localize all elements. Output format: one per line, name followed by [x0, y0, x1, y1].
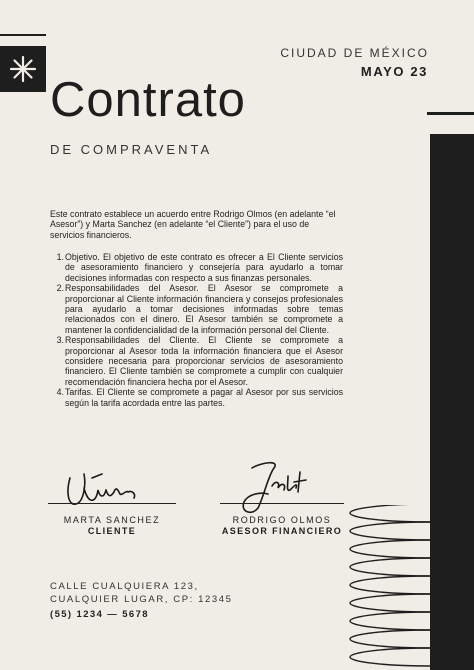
clause-number: 1.: [56, 252, 64, 262]
clause-number: 2.: [56, 283, 64, 294]
city-label: CIUDAD DE MÉXICO: [280, 46, 429, 60]
advisor-signature-line: [220, 503, 344, 504]
clause-item: [50, 252, 343, 283]
document-subtitle: DE COMPRAVENTA: [50, 142, 213, 157]
advisor-role: ASESOR FINANCIERO: [221, 526, 343, 536]
clause-number: 3.: [56, 335, 64, 346]
client-role: CLIENTE: [87, 526, 137, 536]
date-label: MAYO 23: [360, 64, 428, 79]
client-name: MARTA SANCHEZ: [63, 515, 161, 525]
asterisk-star-icon: [9, 55, 37, 83]
client-signature: [62, 468, 162, 512]
logo-box: [0, 46, 46, 92]
advisor-signature: [228, 456, 318, 518]
advisor-name: RODRIGO OLMOS: [232, 515, 332, 525]
spiral-rings-decoration: [340, 505, 474, 670]
clause-list: [50, 252, 343, 408]
clause-item: [50, 387, 343, 408]
address-block: [50, 580, 233, 606]
address-line-1: CALLE CUALQUIERA 123,: [50, 581, 199, 592]
clause-item: [50, 335, 343, 387]
clause-text: Tarifas. El Cliente se compromete a pagar al Asesor por sus servicios según la tarifa acordada entre las partes.: [65, 387, 343, 408]
address-line-2: CUALQUIER LUGAR, CP: 12345: [50, 594, 233, 605]
document-title: Contrato: [50, 73, 246, 127]
clause-item: [50, 283, 343, 335]
clause-text: Responsabilidades del Cliente. El Cliente se compromete a proporcionar al Asesor toda la información financiera que el Asesor considere necesaria para proporcionar servicios de asesoramiento financiero. El Cliente también se compromete a cumplir con cualquier recomendación financiera hecha por el Asesor.: [65, 335, 343, 387]
right-accent-rule: [427, 112, 474, 115]
clause-text: Responsabilidades del Asesor. El Asesor se compromete a proporcionar al Cliente información financiera y consejos profesionales para ayudarlo a tomar decisiones informadas sobre temas relacionados con el dinero. El Asesor también se compromete a mantener la confidencialidad de la información personal del Cliente.: [65, 283, 343, 335]
intro-paragraph: Este contrato establece un acuerdo entre Rodrigo Olmos (en adelante “el Asesor”) y Marta Sanchez (en adelante “el Cliente”) para el uso de servicios financieros.: [50, 209, 336, 240]
client-signature-line: [48, 503, 176, 504]
top-left-rule: [0, 34, 46, 36]
clause-text: Objetivo. El objetivo de este contrato es ofrecer a El Cliente servicios de asesoramiento financiero y consejería para ayudarlo a tomar decisiones informadas con respecto a sus finanzas personales.: [65, 252, 343, 283]
phone-number: (55) 1234 — 5678: [50, 609, 149, 620]
clause-number: 4.: [56, 387, 64, 398]
